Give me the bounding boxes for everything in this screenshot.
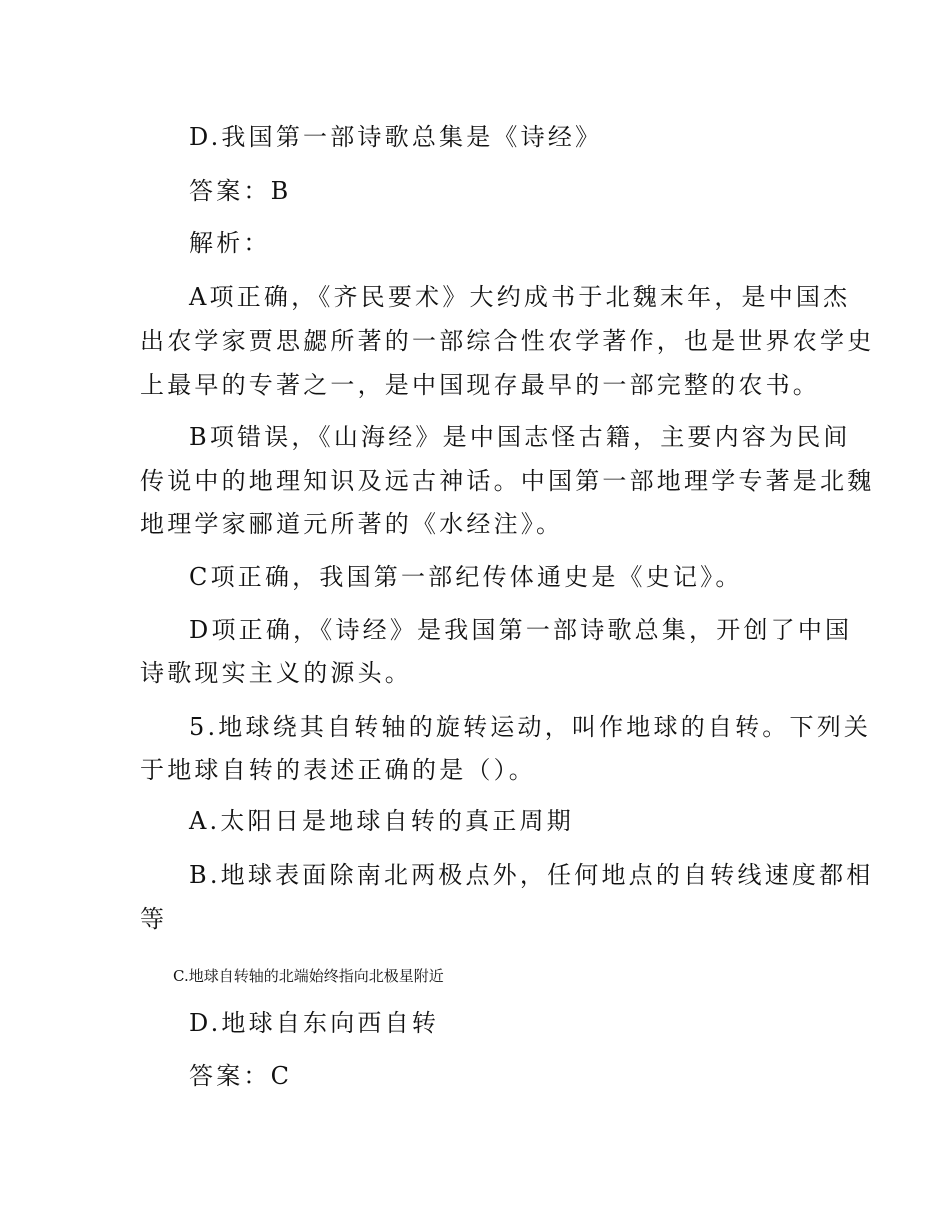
option-b-line1: B.地球表面除南北两极点外，任何地点的自转线速度都相: [189, 861, 874, 889]
analysis-a-line3: 上最早的专著之一，是中国现存最早的一部完整的农书。: [140, 371, 820, 399]
answer: 答案：C: [189, 1062, 293, 1090]
option-b-line2: 等: [140, 905, 168, 933]
analysis-c-line1: C项正确，我国第一部纪传体通史是《史记》。: [189, 563, 743, 591]
analysis-b-line1: B项错误，《山海经》是中国志怪古籍，主要内容为民间: [189, 423, 851, 451]
option-d-prev: D.我国第一部诗歌总集是《诗经》: [189, 123, 603, 151]
analysis-d-line1: D项正确，《诗经》是我国第一部诗歌总集，开创了中国: [189, 616, 853, 644]
analysis-b-line3: 地理学家郦道元所著的《水经注》。: [140, 510, 564, 538]
question-5-line2: 于地球自转的表述正确的是（）。: [140, 756, 536, 784]
answer-prev: 答案：B: [189, 177, 292, 205]
analysis-heading: 解析：: [189, 229, 271, 257]
option-a: A.太阳日是地球自转的真正周期: [189, 807, 574, 835]
analysis-a-line2: 出农学家贾思勰所著的一部综合性农学著作，也是世界农学史: [140, 327, 875, 355]
question-5-line1: 5.地球绕其自转轴的旋转运动，叫作地球的自转。下列关: [189, 713, 872, 741]
analysis-d-line2: 诗歌现实主义的源头。: [140, 659, 412, 687]
option-d: D.地球自东向西自转: [189, 1009, 440, 1037]
analysis-a-line1: A项正确，《齐民要术》大约成书于北魏末年，是中国杰: [189, 283, 851, 311]
analysis-b-line2: 传说中的地理知识及远古神话。中国第一部地理学专著是北魏: [140, 467, 875, 495]
option-c: C.地球自转轴的北端始终指向北极星附近: [173, 967, 444, 985]
